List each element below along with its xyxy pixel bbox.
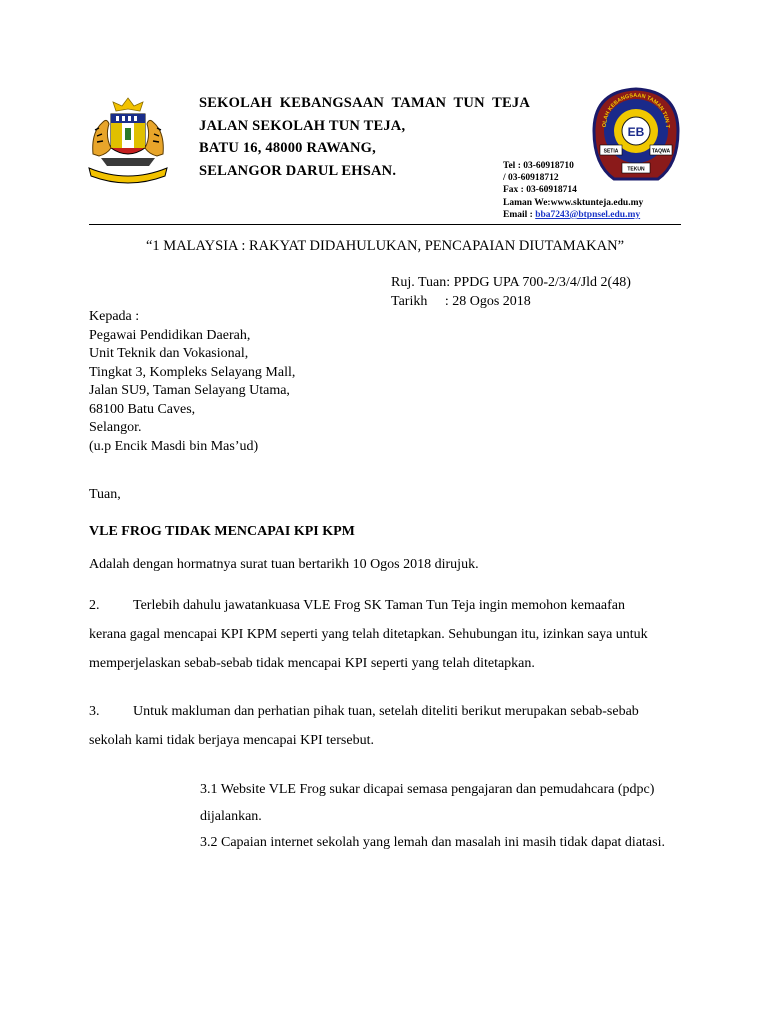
- recipient-line: Unit Teknik dan Vokasional,: [89, 346, 249, 361]
- recipient-address: [89, 308, 295, 456]
- reference-number: Ruj. Tuan: PPDG UPA 700-2/3/4/Jld 2(48): [391, 275, 631, 290]
- letter-date: Tarikh : 28 Ogos 2018: [391, 294, 531, 309]
- paragraph-text: Terlebih dahulu jawatankuasa VLE Frog SK Taman Tun Teja ingin memohon kemaafan kerana gagal mencapai KPI KPM seperti yang telah ditetapkan. Sehubungan itu, izinkan saya untuk memperjelaskan sebab-sebab tidak mencapai KPI seperti yang telah ditetapkan.: [89, 598, 648, 671]
- recipient-line: Tingkat 3, Kompleks Selayang Mall,: [89, 364, 296, 380]
- salutation: Tuan,: [89, 487, 121, 502]
- contact-tel2: / 03-60918712: [503, 173, 559, 184]
- contact-block: [503, 160, 643, 221]
- logo-left-text: SETIA: [603, 148, 619, 155]
- contact-email-label: Email :: [503, 209, 536, 220]
- logo-emblem-text: EB: [627, 125, 645, 139]
- recipient-line: (u.p Encik Masdi bin Mas’ud): [89, 438, 259, 454]
- contact-tel: Tel : 03-60918710: [503, 161, 574, 171]
- reference-block: [391, 273, 631, 311]
- recipient-line: Kepada :: [89, 309, 140, 324]
- paragraph-1: Adalah dengan hormatnya surat tuan bertarikh 10 Ogos 2018 dirujuk.: [89, 557, 479, 572]
- school-street: JALAN SEKOLAH TUN TEJA,: [199, 117, 406, 134]
- paragraph-3: [89, 697, 664, 755]
- contact-email-link[interactable]: bba7243@btpnsel.edu.my: [535, 209, 641, 220]
- contact-website: Laman We:www.sktunteja.edu.my: [503, 197, 644, 208]
- logo-right-text: TAQWA: [651, 148, 671, 155]
- recipient-line: Selangor.: [89, 420, 142, 435]
- point-3-1: 3.1 Website VLE Frog sukar dicapai semasa pengajaran dan pemudahcara (pdpc) dijalankan.: [200, 782, 655, 824]
- school-town: BATU 16, 48000 RAWANG,: [199, 140, 376, 156]
- recipient-line: Jalan SU9, Taman Selayang Utama,: [89, 383, 290, 398]
- paragraph-text: Untuk makluman dan perhatian pihak tuan, setelah diteliti berikut merupakan sebab-sebab sekolah kami tidak berjaya mencapai KPI tersebut.: [89, 704, 639, 748]
- contact-fax: Fax : 03-60918714: [503, 185, 577, 196]
- motto-line: “1 MALAYSIA : RAKYAT DIDAHULUKAN, PENCAPAIAN DIUTAMAKAN”: [145, 238, 625, 254]
- recipient-line: Pegawai Pendidikan Daerah,: [89, 327, 251, 343]
- school-name: SEKOLAH KEBANGSAAN TAMAN TUN TEJA: [199, 95, 531, 111]
- coat-of-arms-logo: [85, 96, 171, 188]
- paragraph-number: 3.: [89, 704, 100, 719]
- school-address-block: [199, 92, 530, 182]
- logo-bottom-text: TEKUN: [627, 166, 645, 173]
- contact-email-row: [503, 209, 643, 221]
- paragraph-2: [89, 591, 664, 678]
- logo-arc-text: OLAH KEBANGSAAN TAMAN TUN T: [601, 92, 671, 129]
- recipient-line: 68100 Batu Caves,: [89, 401, 196, 417]
- school-state: SELANGOR DARUL EHSAN.: [199, 162, 397, 179]
- point-3-2: 3.2 Capaian internet sekolah yang lemah dan masalah ini masih tidak dapat diatasi.: [200, 835, 665, 850]
- letter-subject: VLE FROG TIDAK MENCAPAI KPI KPM: [89, 524, 355, 539]
- paragraph-number: 2.: [89, 598, 100, 613]
- header-divider: [89, 224, 681, 225]
